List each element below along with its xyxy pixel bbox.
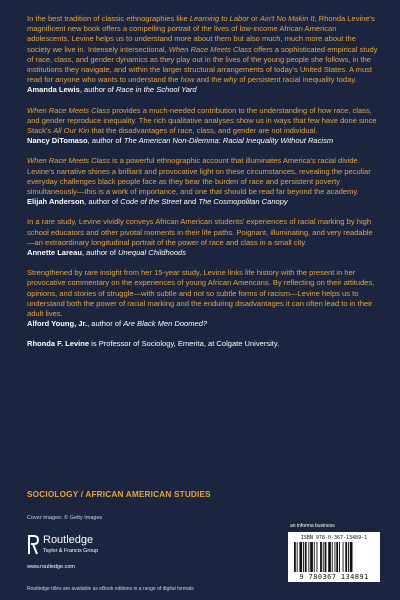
endorsement [27,217,379,258]
endorsement [27,106,379,147]
endorsement-quote: When Race Meets Class provides a much-needed contribution to the understanding of how race, class, and gender reproduce inequality. The rich qualitative analyses show us in ways that few have done since Stack's All Our Kin that the disadvantages of race, class, and gender are not individual. [27,105,377,136]
endorser-name: Amanda Lewis [27,85,80,95]
subject-category: SOCIOLOGY / AFRICAN AMERICAN STUDIES [27,490,211,499]
endorsement [27,14,379,96]
endorsement-quote: When Race Meets Class is a powerful ethnographic account that illuminates America's racial divide. Levine's narrative shines a brilliant and provocative light on these circumstances, revealing the peculiar everyday challenges black people face as they bear the burden of race and persistent poverty simultaneously—this is a work of importance, and one that should be read far beyond the academy. [27,156,371,197]
endorsement-attribution [27,319,379,329]
endorsement-attribution [27,248,379,258]
barcode-bars [294,542,374,574]
endorsement [27,156,379,207]
endorser-name: Elijah Anderson [27,197,85,207]
barcode-digits: 9 780367 134891 [299,573,369,581]
ebook-note: Routledge titles are available as eBook editions in a range of digital formats [27,586,194,592]
endorsement-quote: In a rare study, Levine vividly conveys African American students' experiences of racial marking by high school educators and other pivotal moments in their life paths. Poignant, illuminating, and very readable—an extraordinary longitudinal portrait of the power of race and class in a small city. [27,217,373,247]
endorser-credit: , author of Are Black Men Doomed? [87,319,208,329]
author-bio [27,339,379,349]
endorsement-attribution [27,85,379,95]
endorser-credit: , author of Code of the Street and The Cosmopolitan Canopy [84,197,288,207]
author-name: Rhonda F. Levine [27,339,90,349]
publisher-logo [27,533,157,573]
endorser-name: Nancy DiTomaso [27,136,88,146]
publisher-name: Routledge [43,534,94,546]
endorsement-attribution [27,136,379,146]
cover-credit: Cover images: © Getty Images [27,515,103,521]
endorser-credit: , author of Unequal Childhoods [81,248,187,258]
author-bio-text: is Professor of Sociology, Emerita, at Colgate University. [89,339,280,349]
isbn-barcode [288,532,380,582]
isbn-label: ISBN 978-0-367-13489-1 [300,535,368,541]
endorsements [27,14,379,350]
endorser-credit: , author of Race in the School Yard [79,85,197,95]
endorsement-attribution [27,197,379,207]
endorser-name: Annette Lareau [27,248,82,258]
endorser-credit: , author of The American Non-Dilemma: Racial Inequality Without Racism [87,136,334,146]
informa-tagline: an informa business [290,523,335,529]
endorser-name: Alford Young, Jr. [27,319,88,329]
endorsement-quote: Strengthened by rare insight from her 15-year study, Levine links life history with the present in her provocative commentary on the experiences of young African Americans. By reflecting on their attitudes, opinions, and stories of struggle—with subtle and not so subtle forms of racism—Levine helps us to understand both the power of racial marking and the enduring disadvantages it can often lead to in their adult lives. [27,268,375,319]
publisher-url: www.routledge.com [27,564,75,570]
endorsement-quote: In the best tradition of classic ethnographies like Learning to Labor or Ain't No Makin It, Rhonda Levine's magnificent new book offers a compelling portrait of the lives of low-income African American adolescents. Levine helps us to understand more about them but also much, much more about the society we live in. Intensely intersectional, When Race Meets Class offers a sophisticated empirical study of race, class, and gender dynamics as they play out in the lives of the young people she follows, in the institutions they navigate, and within the larger structural arrangements of today's United States. A must read for anyone who wants to understand the how and the why of persistent racial inequality today. [27,14,378,85]
endorsement [27,268,379,329]
publisher-group: Taylor & Francis Group [43,548,99,554]
routledge-logo-icon [27,533,39,555]
